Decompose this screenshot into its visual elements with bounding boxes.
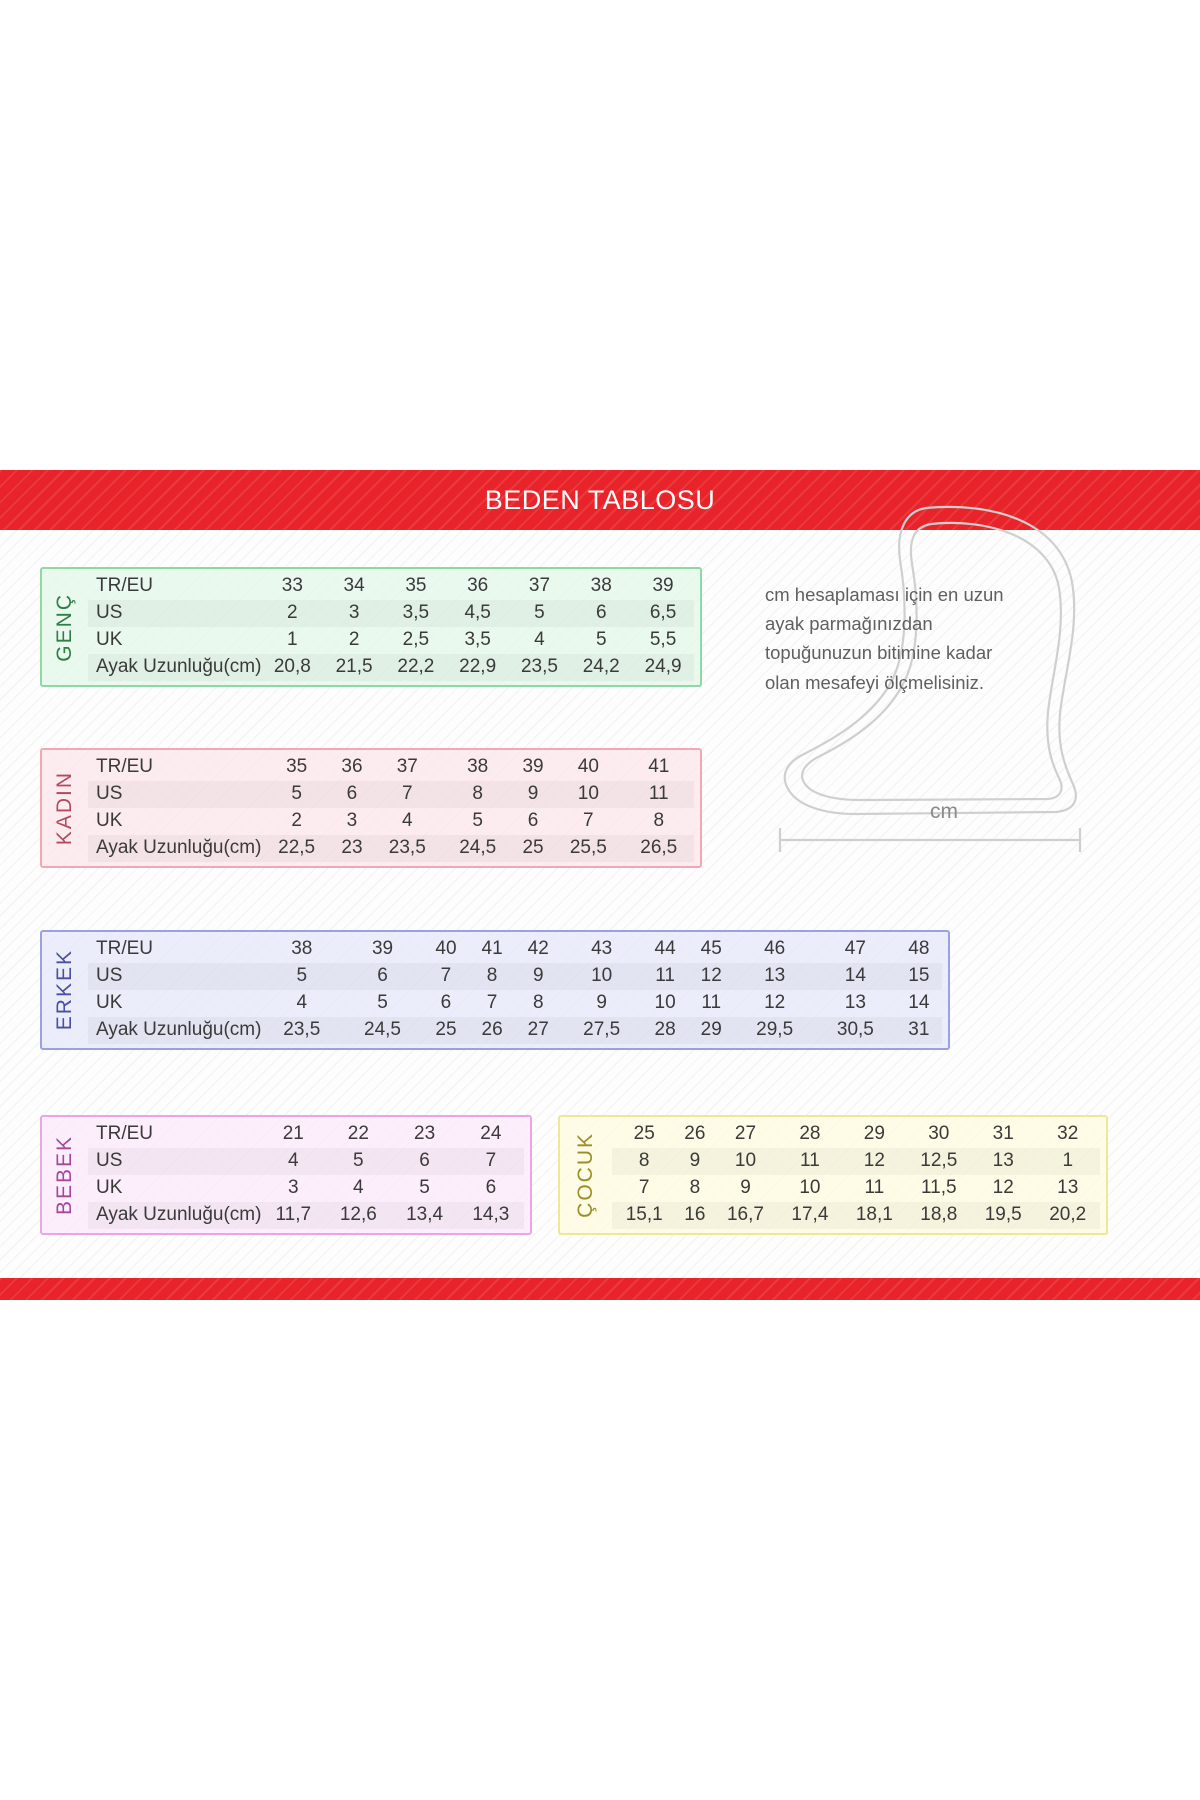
size-group-genc <box>40 567 702 687</box>
table-row: US 5 6 7 8 9 10 11 12 13 14 15 <box>88 963 942 990</box>
group-table-erkek <box>88 932 948 1048</box>
table-row: 7 8 9 10 11 11,5 12 13 <box>638 1177 1079 1198</box>
table-row: 15,1 16 16,7 17,4 18,1 18,8 19,5 20,2 <box>612 1202 1100 1229</box>
group-label-kadin: KADIN <box>53 770 76 846</box>
table-row: UK 3 4 5 6 <box>96 1177 497 1198</box>
group-label-erkek: ERKEK <box>53 949 76 1031</box>
chart-bottom-bar <box>0 1278 1200 1300</box>
table-row: 8 9 10 11 12 12,5 13 1 <box>612 1148 1100 1175</box>
group-table-kadin <box>88 750 700 866</box>
table-row: TR/EU 21 22 23 24 <box>96 1123 502 1144</box>
table-row: Ayak Uzunluğu(cm) 22,5 23 23,5 24,5 25 25,5 26,5 <box>88 835 694 862</box>
size-group-kadin <box>40 748 702 868</box>
group-label-cocuk: ÇOCUK <box>574 1132 597 1218</box>
size-chart <box>0 470 1200 1300</box>
table-row: US 2 3 3,5 4,5 5 6 6,5 <box>88 600 694 627</box>
size-group-cocuk <box>558 1115 1108 1235</box>
table-row: Ayak Uzunluğu(cm) 11,7 12,6 13,4 14,3 <box>88 1202 524 1229</box>
measure-note: cm hesaplaması için en uzun ayak parmağınızdan topuğunuzun bitimine kadar olan mesafeyi ölçmelisiniz. <box>765 584 1004 693</box>
group-label-genc: GENÇ <box>53 592 76 662</box>
table-row: TR/EU 35 36 37 38 39 40 41 <box>96 756 670 777</box>
group-table-cocuk <box>612 1117 1106 1233</box>
table-row: UK 2 3 4 5 6 7 8 <box>96 810 665 831</box>
table-row: UK 4 5 6 7 8 9 10 11 12 13 14 <box>96 992 930 1013</box>
table-row: UK 1 2 2,5 3,5 4 5 5,5 <box>96 629 677 650</box>
measure-label: cm <box>930 800 958 823</box>
table-row: Ayak Uzunluğu(cm) 20,8 21,5 22,2 22,9 23,5 24,2 24,9 <box>88 654 694 681</box>
group-table-bebek <box>88 1117 530 1233</box>
group-table-genc <box>88 569 700 685</box>
table-row: US 5 6 7 8 9 10 11 <box>88 781 694 808</box>
page-title: BEDEN TABLOSU <box>484 484 716 515</box>
size-group-bebek <box>40 1115 532 1235</box>
table-row: TR/EU 38 39 40 41 42 43 44 45 46 47 48 <box>96 938 930 959</box>
table-row: TR/EU 33 34 35 36 37 38 39 <box>96 575 674 596</box>
group-label-bebek: BEBEK <box>53 1134 76 1216</box>
table-row: US 4 5 6 7 <box>88 1148 524 1175</box>
size-group-erkek <box>40 930 950 1050</box>
table-row: 25 26 27 28 29 30 31 32 <box>633 1123 1079 1144</box>
table-row: Ayak Uzunluğu(cm) 23,5 24,5 25 26 27 27,5 28 29 29,5 30,5 31 <box>88 1017 942 1044</box>
